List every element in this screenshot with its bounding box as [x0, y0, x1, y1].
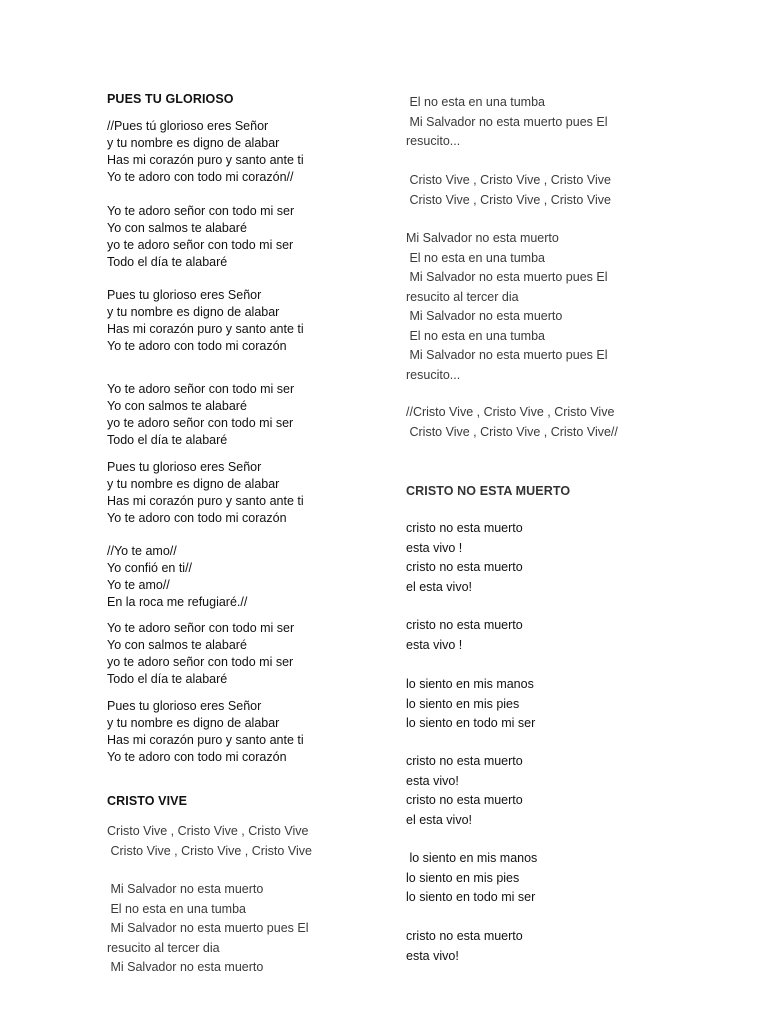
lyric-line: Yo te adoro con todo mi corazón: [107, 511, 287, 525]
lyrics-stanza: [406, 403, 618, 442]
lyric-line: Pues tu glorioso eres Señor: [107, 699, 262, 713]
song-title-cristo-vive: CRISTO VIVE: [107, 794, 188, 808]
lyrics-stanza: [107, 698, 304, 766]
lyric-line: Mi Salvador no esta muerto: [406, 231, 559, 245]
lyric-line: //Yo te amo//: [107, 544, 177, 558]
lyrics-stanza: [107, 822, 312, 861]
lyric-line: Mi Salvador no esta muerto pues El: [406, 348, 608, 362]
lyric-line: el esta vivo!: [406, 812, 473, 827]
lyric-line: Yo te adoro señor con todo mi ser: [107, 621, 295, 635]
lyric-line: Mi Salvador no esta muerto pues El: [406, 270, 608, 284]
lyric-line: Mi Salvador no esta muerto pues El: [406, 114, 608, 129]
lyric-line: Yo te amo//: [107, 578, 170, 592]
lyrics-stanza: [107, 620, 294, 688]
lyric-line: En la roca me refugiaré.//: [107, 595, 248, 609]
lyric-line: El no esta en una tumba: [406, 328, 545, 343]
lyrics-stanza: [406, 927, 523, 966]
lyric-line: resucito...: [406, 367, 461, 382]
lyric-line: cristo no esta muerto: [406, 793, 523, 807]
lyric-line: y tu nombre es digno de alabar: [107, 716, 280, 730]
lyric-line: lo siento en mis pies: [406, 696, 520, 711]
lyric-line: resucito...: [406, 134, 461, 148]
lyric-line: Todo el día te alabaré: [107, 672, 228, 686]
lyric-line: Todo el día te alabaré: [107, 255, 228, 269]
lyrics-stanza: [107, 287, 304, 355]
lyric-line: Cristo Vive , Cristo Vive , Cristo Vive: [107, 824, 309, 838]
lyric-line: Yo con salmos te alabaré: [107, 399, 247, 413]
lyric-line: yo te adoro señor con todo mi ser: [107, 655, 294, 669]
lyric-line: Yo te adoro con todo mi corazón//: [107, 170, 294, 184]
lyric-line: Has mi corazón puro y santo ante ti: [107, 733, 304, 747]
lyrics-stanza: [406, 229, 608, 385]
lyrics-stanza: [406, 171, 611, 210]
lyric-line: Cristo Vive , Cristo Vive , Cristo Vive//: [406, 424, 618, 439]
lyric-line: Yo te adoro con todo mi corazón: [107, 750, 287, 764]
lyric-line: y tu nombre es digno de alabar: [107, 136, 280, 150]
lyric-line: Yo confió en ti//: [107, 561, 193, 575]
lyrics-stanza: [107, 381, 294, 449]
lyric-line: Yo te adoro señor con todo mi ser: [107, 382, 295, 396]
lyrics-stanza: [406, 93, 608, 152]
lyric-line: y tu nombre es digno de alabar: [107, 477, 280, 491]
lyric-line: Cristo Vive , Cristo Vive , Cristo Vive: [107, 843, 312, 858]
lyric-line: Mi Salvador no esta muerto pues El: [107, 921, 309, 935]
lyrics-stanza: [406, 752, 523, 830]
lyric-line: El no esta en una tumba: [406, 95, 545, 109]
lyrics-stanza: [107, 880, 309, 978]
lyrics-stanza: [107, 543, 247, 611]
lyric-line: Mi Salvador no esta muerto: [107, 960, 264, 974]
lyric-line: Cristo Vive , Cristo Vive , Cristo Vive: [406, 192, 611, 207]
lyrics-stanza: [406, 519, 523, 597]
lyric-line: resucito al tercer dia: [107, 940, 220, 955]
song-title-pues-tu-glorioso: PUES TU GLORIOSO: [107, 92, 234, 106]
lyric-line: //Pues tú glorioso eres Señor: [107, 119, 269, 133]
lyrics-stanza: [107, 203, 294, 271]
lyric-line: Pues tu glorioso eres Señor: [107, 460, 262, 474]
lyric-line: lo siento en todo mi ser: [406, 890, 536, 904]
lyric-line: Pues tu glorioso eres Señor: [107, 288, 262, 302]
lyric-line: cristo no esta muerto: [406, 754, 523, 768]
lyric-line: y tu nombre es digno de alabar: [107, 305, 280, 319]
lyric-line: cristo no esta muerto: [406, 521, 523, 535]
lyric-line: Yo con salmos te alabaré: [107, 638, 247, 652]
lyric-line: Has mi corazón puro y santo ante ti: [107, 153, 304, 167]
lyric-line: yo te adoro señor con todo mi ser: [107, 238, 294, 252]
lyric-line: esta vivo !: [406, 540, 463, 555]
lyric-line: Todo el día te alabaré: [107, 433, 228, 447]
lyric-line: //Cristo Vive , Cristo Vive , Cristo Vive: [406, 405, 615, 419]
lyric-line: Yo te adoro señor con todo mi ser: [107, 204, 295, 218]
lyrics-stanza: [107, 118, 304, 186]
lyric-line: Cristo Vive , Cristo Vive , Cristo Vive: [406, 173, 611, 187]
lyric-line: esta vivo!: [406, 948, 459, 963]
lyric-line: Mi Salvador no esta muerto: [406, 309, 563, 323]
lyric-line: esta vivo!: [406, 773, 459, 788]
lyric-line: cristo no esta muerto: [406, 929, 523, 943]
lyric-line: Has mi corazón puro y santo ante ti: [107, 322, 304, 336]
lyrics-stanza: [406, 616, 523, 655]
lyrics-stanza: [406, 675, 535, 734]
lyric-line: esta vivo !: [406, 637, 463, 652]
lyric-line: cristo no esta muerto: [406, 560, 523, 574]
lyrics-stanza: [107, 459, 304, 527]
lyric-line: el esta vivo!: [406, 579, 473, 594]
lyric-line: El no esta en una tumba: [107, 901, 246, 916]
lyric-line: Has mi corazón puro y santo ante ti: [107, 494, 304, 508]
lyric-line: Mi Salvador no esta muerto: [107, 882, 264, 896]
lyric-line: yo te adoro señor con todo mi ser: [107, 416, 294, 430]
lyric-line: lo siento en mis pies: [406, 870, 520, 885]
song-title-cristo-no-esta-muerto: CRISTO NO ESTA MUERTO: [406, 484, 571, 498]
lyric-line: El no esta en una tumba: [406, 250, 545, 265]
lyric-line: Yo con salmos te alabaré: [107, 221, 247, 235]
lyric-line: resucito al tercer dia: [406, 289, 519, 304]
lyric-line: lo siento en mis manos: [406, 677, 534, 691]
lyric-line: Yo te adoro con todo mi corazón: [107, 339, 287, 353]
lyrics-stanza: [406, 849, 537, 908]
lyric-line: lo siento en mis manos: [406, 851, 538, 865]
lyric-line: lo siento en todo mi ser: [406, 716, 536, 730]
lyric-line: cristo no esta muerto: [406, 618, 523, 632]
